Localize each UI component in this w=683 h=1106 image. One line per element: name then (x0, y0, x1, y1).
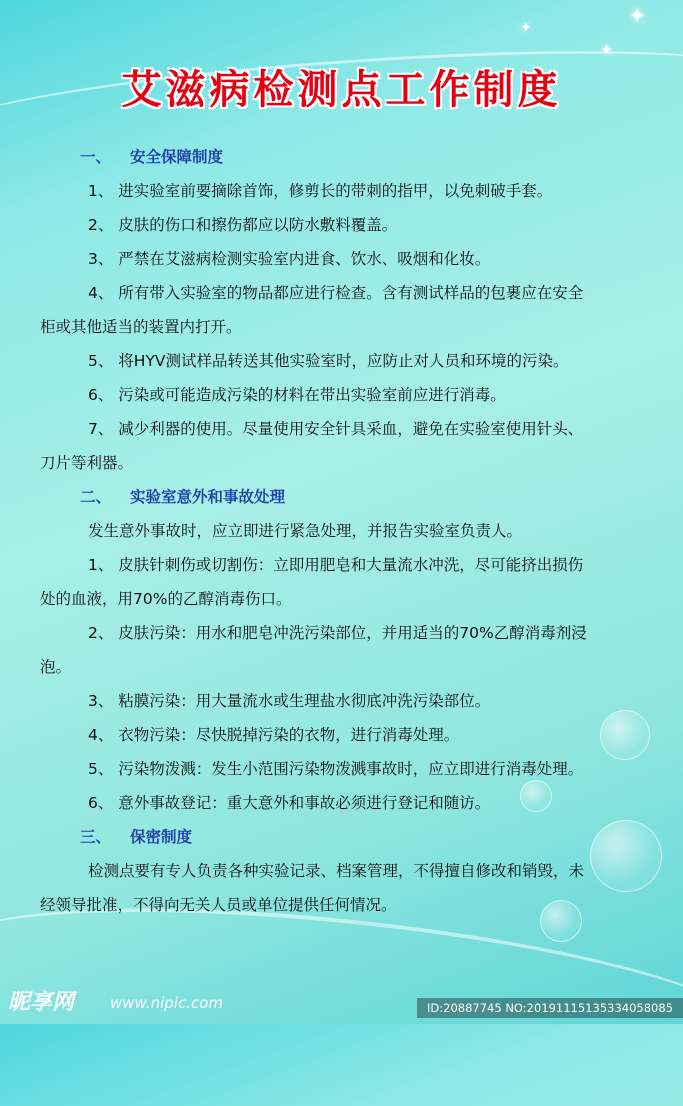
section-title: 安全保障制度 (130, 148, 224, 166)
section-heading (80, 820, 650, 854)
paragraph-line: 6、 污染或可能造成污染的材料在带出实验室前应进行消毒。 (88, 386, 506, 404)
watermark-bar (0, 990, 683, 1018)
section-number: 二、 (80, 488, 112, 506)
paragraph-line: 经领导批准，不得向无关人员或单位提供任何情况。 (40, 896, 397, 914)
page-title: 艾滋病检测点工作制度 (121, 67, 562, 113)
watermark-url: www.nipic.com (110, 994, 224, 1012)
paragraph-line: 3、 粘膜污染：用大量流水或生理盐水彻底冲洗污染部位。 (88, 692, 491, 710)
sparkle-icon: ✦ (628, 4, 647, 29)
paragraph-line: 2、 皮肤污染：用水和肥皂冲洗污染部位，并用适当的70%乙醇消毒剂浸 (88, 624, 587, 642)
paragraph-line: 检测点要有专人负责各种实验记录、档案管理，不得擅自修改和销毁，未 (88, 862, 585, 880)
watermark-id: ID:20887745 NO:20191115135334058085 (417, 998, 683, 1018)
watermark-logo: 昵享网 (8, 990, 75, 1015)
section-heading (80, 480, 650, 514)
sparkle-icon: ✦ (520, 20, 532, 36)
paragraph-line: 5、 污染物泼溅：发生小范围污染物泼溅事故时，应立即进行消毒处理。 (88, 760, 584, 778)
section-title: 保密制度 (130, 828, 193, 846)
paragraph-line: 泡。 (40, 658, 72, 676)
paragraph-line: 3、 严禁在艾滋病检测实验室内进食、饮水、吸烟和化妆。 (88, 250, 491, 268)
paragraph-line: 1、 进实验室前要摘除首饰，修剪长的带刺的指甲，以免刺破手套。 (88, 182, 553, 200)
section-heading (80, 140, 650, 174)
paragraph-line: 4、 衣物污染：尽快脱掉污染的衣物，进行消毒处理。 (88, 726, 460, 744)
paragraph-line: 发生意外事故时，应立即进行紧急处理，并报告实验室负责人。 (88, 522, 523, 540)
section-title: 实验室意外和事故处理 (130, 488, 286, 506)
paragraph-line: 4、 所有带入实验室的物品都应进行检查。含有测试样品的包裹应在安全 (88, 284, 584, 302)
paragraph-line: 2、 皮肤的伤口和擦伤都应以防水敷料覆盖。 (88, 216, 398, 234)
sparkle-icon: ✦ (600, 40, 614, 59)
document-body (40, 140, 650, 922)
paragraph-line: 5、 将HYV测试样品转送其他实验室时，应防止对人员和环境的污染。 (88, 352, 569, 370)
paragraph-line: 柜或其他适当的装置内打开。 (40, 318, 242, 336)
section-number: 一、 (80, 148, 112, 166)
section-number: 三、 (80, 828, 112, 846)
paragraph-line: 处的血液，用70%的乙醇消毒伤口。 (40, 590, 292, 608)
paragraph-line: 刀片等利器。 (40, 454, 134, 472)
paragraph-line: 7、 减少利器的使用。尽量使用安全针具采血，避免在实验室使用针头、 (88, 420, 584, 438)
paragraph-line: 1、 皮肤针刺伤或切割伤：立即用肥皂和大量流水冲洗，尽可能挤出损伤 (88, 556, 584, 574)
paragraph-line: 6、 意外事故登记：重大意外和事故必须进行登记和随访。 (88, 794, 491, 812)
